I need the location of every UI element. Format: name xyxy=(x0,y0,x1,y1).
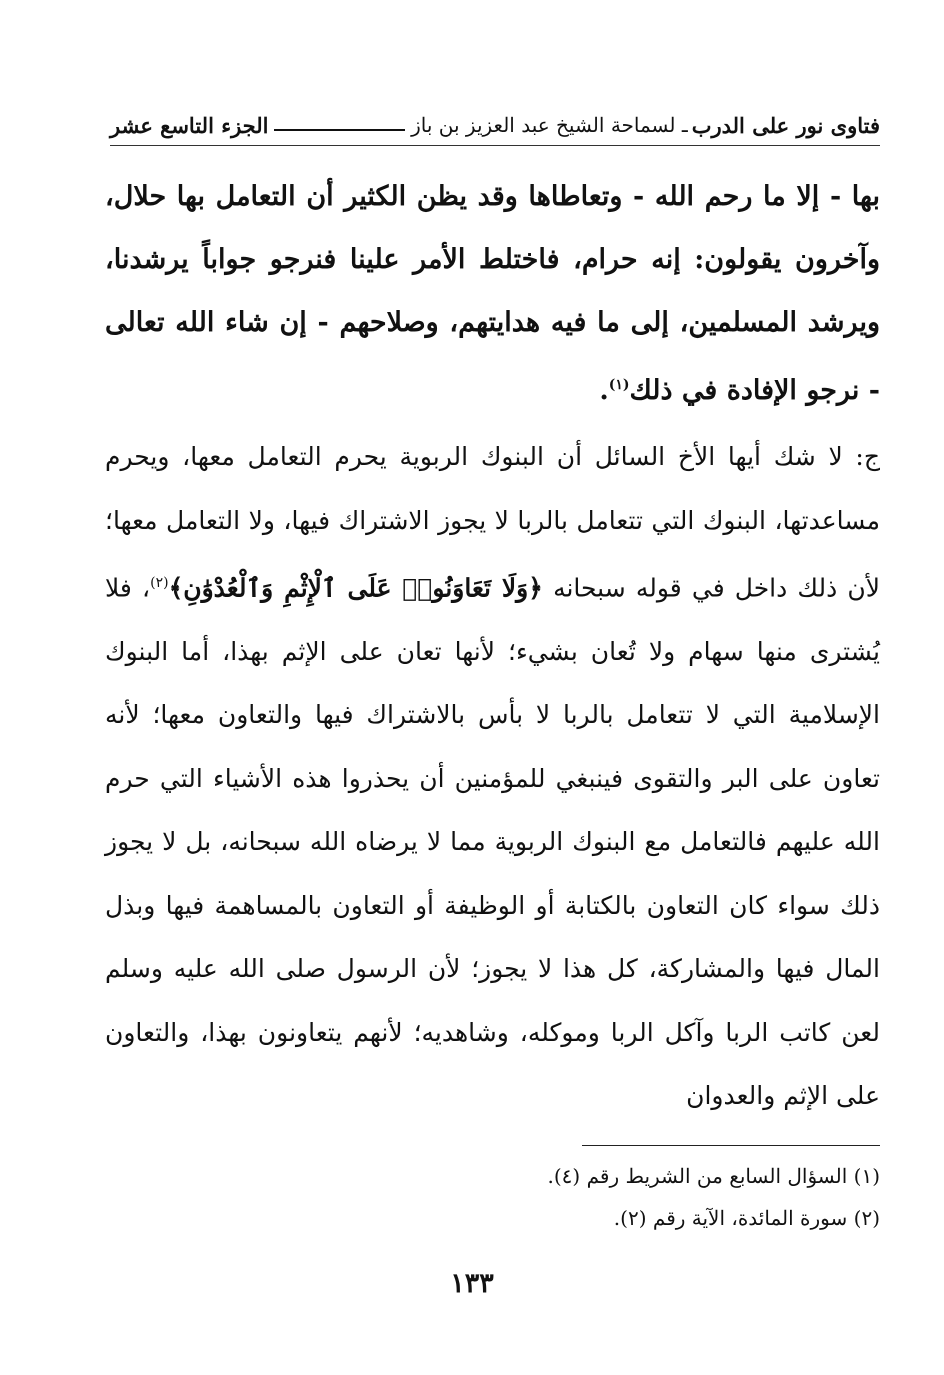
book-title: فتاوى نور على الدرب xyxy=(691,112,880,138)
question-text: بها - إلا ما رحم الله - وتعاطاها وقد يظن الكثير أن التعامل بها حلال، وآخرون يقولون: إنه حرام، فاختلط الأمر علينا فنرجو جواباً يرشدنا، ويرشد المسلمين، إلى ما فيه هدايتهم، وصلاحهم - إن شاء الله تعالى - نرجو الإفادة في ذلك xyxy=(105,181,880,406)
running-header xyxy=(110,108,880,142)
footnote-1: (١) السؤال السابع من الشريط رقم (٤). xyxy=(547,1164,880,1188)
footnote-ref-1: (١) xyxy=(608,377,630,393)
header-dash-rule xyxy=(274,119,405,131)
footnote-2: (٢) سورة المائدة، الآية رقم (٢). xyxy=(613,1206,880,1230)
quran-verse: ﴿وَلَا تَعَاوَنُوا۟ عَلَى ٱلْإِثْمِ وَٱلْعُدْوَٰنِ﴾ xyxy=(168,573,543,603)
question-end: . xyxy=(599,375,609,406)
footnote-divider xyxy=(582,1145,880,1146)
volume-label: الجزء التاسع عشر xyxy=(110,112,269,138)
answer-text-start: ج: لا شك أيها الأخ السائل أن البنوك الربوية يحرم التعامل معها، ويحرم مساعدتها، البنوك التي تتعامل بالربا لا يجوز الاشتراك فيها، ولا التعامل معها؛ لأن ذلك داخل في قوله سبحانه xyxy=(105,442,881,603)
header-divider xyxy=(110,145,880,146)
footnote-ref-2: (٢) xyxy=(150,575,169,591)
answer-text-rest: ، فلا يُشترى منها سهام ولا تُعان بشيء؛ لأنها تعان على الإثم بهذا، أما البنوك الإسلامية التي لا تتعامل بالربا لا بأس بالاشتراك فيها والتعاون معها؛ لأنه تعاون على البر والتقوى فينبغي للمؤمنين أن يحذروا هذه الأشياء التي حرم الله عليهم فالتعامل مع البنوك الربوية مما لا يرضاه الله سبحانه، بل لا يجوز ذلك سواء كان التعاون بالكتابة أو الوظيفة أو التعاون بالمساهمة فيها وبذل المال فيها والمشاركة، كل هذا لا يجوز؛ لأن الرسول صلى الله عليه وسلم لعن كاتب الربا وآكل الربا وموكله، وشاهديه؛ لأنهم يتعاونون بهذا، والتعاون على الإثم والعدوان xyxy=(105,573,880,1111)
author-name: ـ لسماحة الشيخ عبد العزيز بن باز xyxy=(411,113,688,137)
question-paragraph xyxy=(105,165,880,422)
answer-paragraph xyxy=(105,425,880,1128)
page-number: ١٣٣ xyxy=(450,1268,494,1299)
footnotes xyxy=(300,1155,880,1239)
